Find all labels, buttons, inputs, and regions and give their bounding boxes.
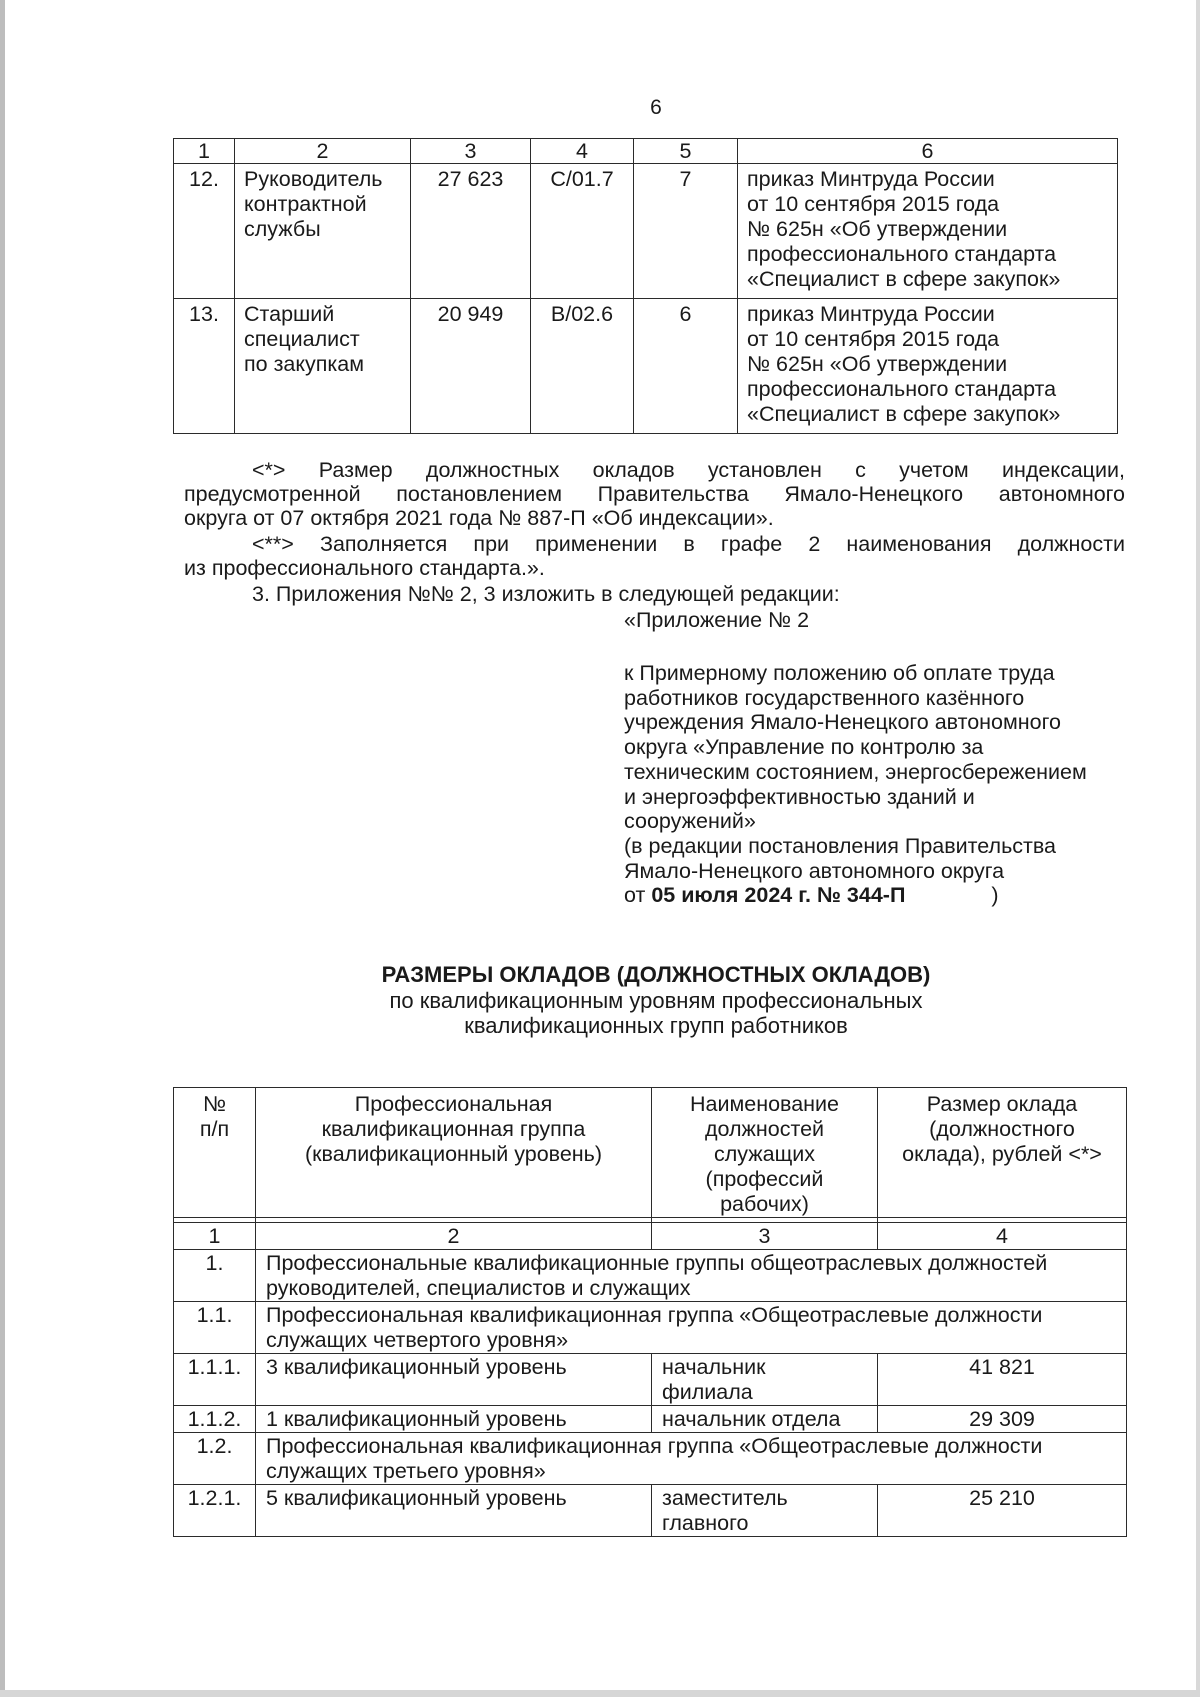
- text-line: специалист: [244, 327, 360, 351]
- salary-value: 29 309: [878, 1406, 1127, 1433]
- page-edge-bottom: [0, 1690, 1200, 1697]
- position-name: [652, 1485, 878, 1537]
- text-line: службы: [244, 217, 321, 241]
- annex-date-line: [624, 883, 1087, 908]
- page-edge-left: [0, 0, 5, 1697]
- row-number: 1.1.: [174, 1302, 256, 1354]
- text-line: Ямало-Ненецкого автономного округа: [624, 858, 1005, 883]
- item-3-instruction: 3. Приложения №№ 2, 3 изложить в следующей редакции:: [252, 582, 840, 606]
- footnote-1-line-1: <*> Размер должностных окладов установлен с учетом индексации,: [252, 458, 1125, 482]
- section-row: [174, 1250, 1127, 1302]
- row-number: 1.: [174, 1250, 256, 1302]
- text-line: учреждения Ямало-Ненецкого автономного: [624, 710, 1061, 735]
- text-line: служащих: [713, 1142, 816, 1166]
- position-name: начальник отдела: [652, 1406, 878, 1433]
- position-name: [235, 164, 411, 299]
- text-line: «Специалист в сфере закупок»: [747, 402, 1061, 426]
- text-line: от 10 сентября 2015 года: [747, 192, 1000, 216]
- section-title: [256, 1250, 1127, 1302]
- text-line: служащих третьего уровня»: [266, 1459, 546, 1483]
- text-line: главного: [662, 1511, 749, 1535]
- column-number: 3: [652, 1223, 878, 1250]
- header-cell: 3: [411, 139, 531, 164]
- text-line: Профессиональные квалификационные группы общеотраслевых должностей: [266, 1251, 1048, 1275]
- page-number: 6: [650, 96, 662, 119]
- column-number: 2: [256, 1223, 652, 1250]
- function-code: C/01.7: [531, 164, 634, 299]
- footnote-1-line-2: предусмотренной постановлением Правительства Ямало-Ненецкого автономного: [184, 482, 1125, 506]
- text-line: Размер оклада: [926, 1092, 1078, 1116]
- table-row: [174, 164, 1118, 299]
- text-line: руководителей, специалистов и служащих: [266, 1276, 691, 1300]
- column-number-row: [174, 1223, 1127, 1250]
- table-row: [174, 1406, 1127, 1433]
- qualification-level: 3 квалификационный уровень: [256, 1354, 652, 1406]
- text-line: контрактной: [244, 192, 367, 216]
- section-row: [174, 1433, 1127, 1485]
- text-line: начальник: [662, 1355, 766, 1379]
- table-header-row: [174, 1088, 1127, 1218]
- function-code: B/02.6: [531, 299, 634, 434]
- text-line: по закупкам: [244, 352, 365, 376]
- table-row: [174, 299, 1118, 434]
- text-line: (квалификационный уровень): [304, 1142, 603, 1166]
- text-line: оклада), рублей <*>: [902, 1142, 1102, 1166]
- section-subtitle-line-1: по квалификационным уровням профессиональных: [389, 988, 923, 1013]
- header-cell: 6: [738, 139, 1118, 164]
- table-row: [174, 1354, 1127, 1406]
- resolution-date-number: 05 июля 2024 г. № 344-П: [651, 883, 906, 908]
- section-heading: РАЗМЕРЫ ОКЛАДОВ (ДОЛЖНОСТНЫХ ОКЛАДОВ): [381, 962, 931, 987]
- header-cell-position: [652, 1088, 878, 1218]
- text-line: №: [202, 1092, 227, 1116]
- position-name: [235, 299, 411, 434]
- header-cell-num: [174, 1088, 256, 1218]
- text-line: должностей: [704, 1117, 825, 1141]
- section-row: [174, 1302, 1127, 1354]
- text-line: (профессий: [705, 1167, 824, 1191]
- text-line: приказ Минтруда России: [747, 167, 995, 191]
- legal-basis: [738, 299, 1118, 434]
- text-line: Наименование: [689, 1092, 840, 1116]
- column-number: 4: [878, 1223, 1127, 1250]
- header-cell: 5: [634, 139, 738, 164]
- legal-basis: [738, 164, 1118, 299]
- text-line: профессионального стандарта: [747, 377, 1057, 401]
- text-line: работников государственного казённого: [624, 685, 1025, 710]
- footnote-2-line-1: <**> Заполняется при применении в графе 2 наименования должности: [252, 532, 1125, 556]
- salary-value: 20 949: [411, 299, 531, 434]
- text-line: Профессиональная квалификационная группа «Общеотраслевые должности: [266, 1434, 1043, 1458]
- salary-value: 27 623: [411, 164, 531, 299]
- text-line: (должностного: [929, 1117, 1075, 1141]
- text-line: «Специалист в сфере закупок»: [747, 267, 1061, 291]
- text-line: сооружений»: [624, 809, 756, 834]
- qualification-level: 5 квалификационный уровень: [256, 1485, 652, 1537]
- text-line: округа «Управление по контролю за: [624, 735, 984, 760]
- page-edge-right: [1196, 0, 1200, 1697]
- text-line: квалификационная группа: [321, 1117, 586, 1141]
- salary-value: 25 210: [878, 1485, 1127, 1537]
- row-number: 1.1.1.: [174, 1354, 256, 1406]
- qualification-level: 6: [634, 299, 738, 434]
- text-line: Руководитель: [244, 167, 383, 191]
- text-line: к Примерному положению об оплате труда: [624, 661, 1055, 685]
- text-line: п/п: [199, 1117, 230, 1141]
- text-line: от 10 сентября 2015 года: [747, 327, 1000, 351]
- annex-reference: [624, 661, 1087, 908]
- footnote-1-line-3: округа от 07 октября 2021 года № 887-П «Об индексации».: [184, 506, 774, 530]
- date-prefix: от: [624, 883, 652, 908]
- text-line: заместитель: [662, 1486, 788, 1510]
- text-line: Профессиональная: [354, 1092, 553, 1116]
- row-number: 1.2.1.: [174, 1485, 256, 1537]
- column-number: 1: [174, 1223, 256, 1250]
- text-line: приказ Минтруда России: [747, 302, 995, 326]
- text-line: № 625н «Об утверждении: [747, 352, 1008, 376]
- qualification-level: 1 квалификационный уровень: [256, 1406, 652, 1433]
- text-line: и энергоэффективностью зданий и: [624, 784, 975, 809]
- positions-table: [173, 138, 1118, 434]
- position-name: [652, 1354, 878, 1406]
- row-number: 1.2.: [174, 1433, 256, 1485]
- salary-value: 41 821: [878, 1354, 1127, 1406]
- text-line: техническим состоянием, энергосбережением: [624, 759, 1087, 784]
- header-cell: 2: [235, 139, 411, 164]
- header-cell: 4: [531, 139, 634, 164]
- qualification-level: 7: [634, 164, 738, 299]
- row-number: 1.1.2.: [174, 1406, 256, 1433]
- text-line: рабочих): [720, 1192, 809, 1216]
- text-line: служащих четвертого уровня»: [266, 1328, 569, 1352]
- table-header-row: [174, 139, 1118, 164]
- text-line: Старший: [244, 302, 335, 326]
- header-cell: 1: [174, 139, 235, 164]
- section-subtitle-line-2: квалификационных групп работников: [464, 1013, 848, 1038]
- table-row: [174, 1485, 1127, 1537]
- row-number: 12.: [174, 164, 235, 299]
- annex-title: «Приложение № 2: [624, 608, 810, 632]
- text-line: Профессиональная квалификационная группа «Общеотраслевые должности: [266, 1303, 1043, 1327]
- closing-paren: ): [991, 883, 999, 908]
- text-line: (в редакции постановления Правительства: [624, 833, 1057, 858]
- header-cell-salary: [878, 1088, 1127, 1218]
- header-cell-group: [256, 1088, 652, 1218]
- section-title: [256, 1433, 1127, 1485]
- footnote-2-line-2: из профессионального стандарта.».: [184, 556, 545, 580]
- row-number: 13.: [174, 299, 235, 434]
- text-line: № 625н «Об утверждении: [747, 217, 1008, 241]
- section-title: [256, 1302, 1127, 1354]
- salary-table: [173, 1087, 1127, 1537]
- text-line: филиала: [662, 1380, 753, 1404]
- text-line: профессионального стандарта: [747, 242, 1057, 266]
